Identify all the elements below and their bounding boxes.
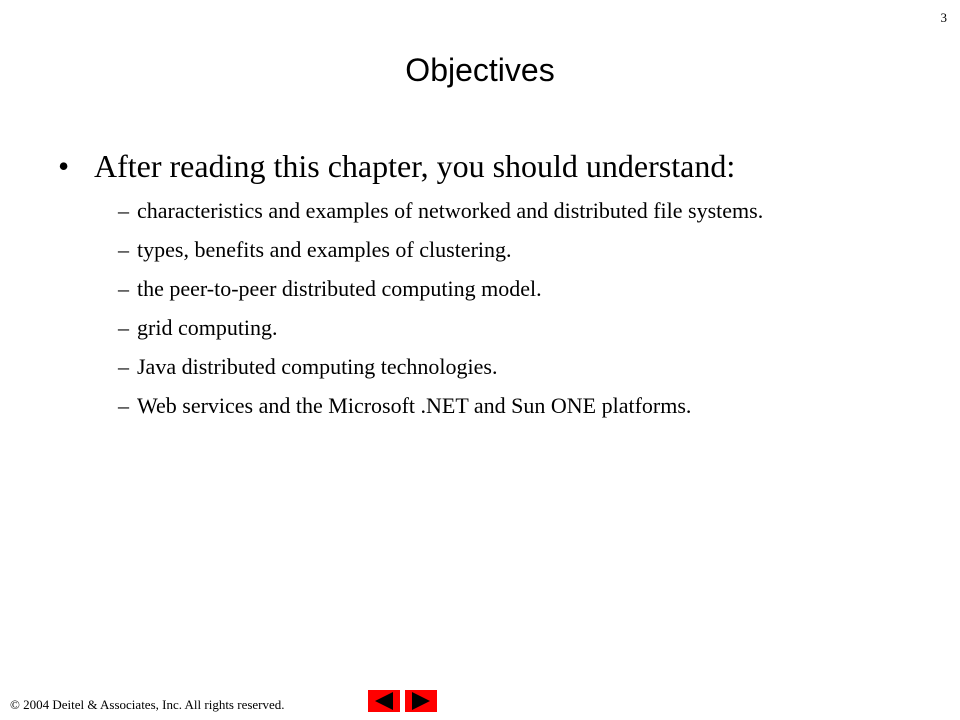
list-item-text: Java distributed computing technologies. [137,354,498,379]
dash-marker: – [118,237,129,262]
slide-navigation [368,690,437,712]
dash-marker: – [118,315,129,340]
list-item [118,274,918,304]
dash-marker: – [118,198,129,223]
list-item [118,352,918,382]
slide-number: 3 [940,10,947,25]
bullet-marker: • [58,148,70,184]
main-bullet-text: After reading this chapter, you should understand: [94,148,736,184]
list-item-text: characteristics and examples of networked and distributed file systems. [137,198,764,223]
dash-marker: – [118,276,129,301]
list-item-text: the peer-to-peer distributed computing model. [137,276,542,301]
footer-copyright: © 2004 Deitel & Associates, Inc. All rights reserved. [10,697,285,712]
dash-marker: – [118,393,129,418]
list-item-text: grid computing. [137,315,278,340]
arrow-right-icon [412,692,430,710]
dash-marker: – [118,354,129,379]
list-item [118,391,918,421]
main-bullet [58,142,918,190]
previous-slide-button[interactable] [368,690,400,712]
list-item-text: Web services and the Microsoft .NET and Sun ONE platforms. [137,393,692,418]
arrow-left-icon [375,692,393,710]
list-item [118,313,918,343]
next-slide-button[interactable] [405,690,437,712]
list-item-text: types, benefits and examples of clustering. [137,237,512,262]
slide-title: Objectives [405,52,555,88]
slide-content [58,142,918,430]
objectives-list [58,196,918,421]
list-item [118,235,918,265]
list-item [118,196,918,226]
